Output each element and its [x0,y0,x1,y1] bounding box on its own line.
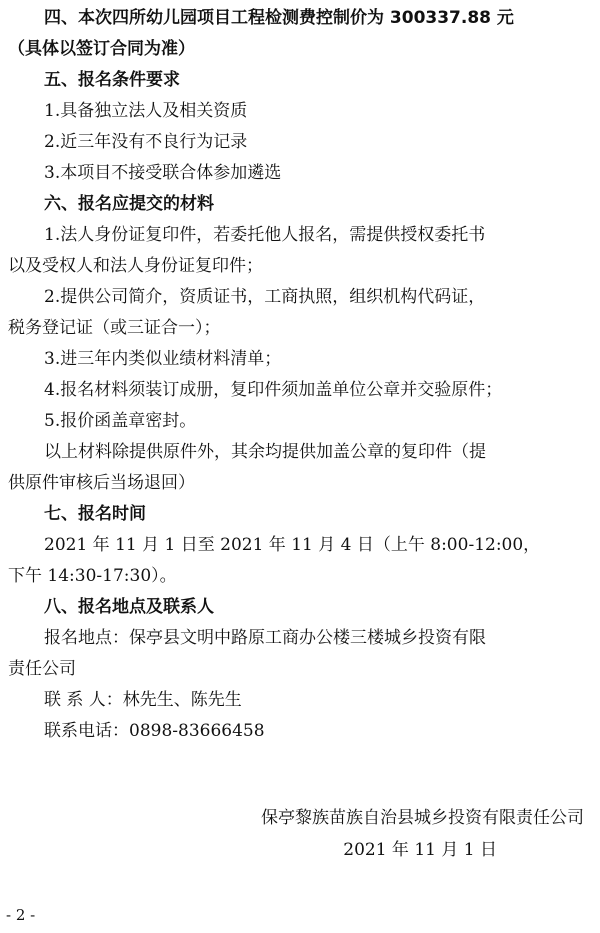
contact-person: 联 系 人：林先生、陈先生 [44,690,242,710]
section-4-note: （具体以签订合同为准） [8,39,195,59]
requirement-item-2: 2.近三年没有不良行为记录 [44,132,248,152]
requirement-item-1: 1.具备独立法人及相关资质 [44,101,248,121]
contact-phone: 联系电话：0898-83666458 [44,721,265,741]
signature-date: 2021 年 11 月 1 日 [343,840,497,860]
material-note: 以上材料除提供原件外，其余均提供加盖公章的复印件（提 [44,442,486,462]
requirement-item-3: 3.本项目不接受联合体参加遴选 [44,163,282,183]
registration-time: 2021 年 11 月 1 日至 2021 年 11 月 4 日（上午 8:00-12:00， [44,535,541,555]
material-note-cont: 供原件审核后当场退回） [8,473,195,493]
material-item-1: 1.法人身份证复印件，若委托他人报名，需提供授权委托书 [44,225,486,245]
material-item-2-cont: 税务登记证（或三证合一）； [8,318,221,338]
registration-address: 报名地点：保亭县文明中路原工商办公楼三楼城乡投资有限 [44,628,486,648]
section-7-heading: 七、报名时间 [44,504,146,524]
section-5-heading: 五、报名条件要求 [44,70,180,90]
material-item-2: 2.提供公司简介，资质证书，工商执照，组织机构代码证， [44,287,486,307]
material-item-5: 5.报价函盖章密封。 [44,411,197,431]
page-number: - 2 - [6,906,36,924]
section-4-price: 四、本次四所幼儿园项目工程检测费控制价为 300337.88 元 [44,8,514,28]
registration-address-cont: 责任公司 [8,659,76,679]
material-item-4: 4.报名材料须装订成册，复印件须加盖单位公章并交验原件； [44,380,503,400]
section-8-heading: 八、报名地点及联系人 [44,597,214,617]
signature-organization: 保亭黎族苗族自治县城乡投资有限责任公司 [261,808,584,828]
registration-time-cont: 下午 14:30-17:30）。 [8,566,177,586]
section-6-heading: 六、报名应提交的材料 [44,194,214,214]
material-item-3: 3.进三年内类似业绩材料清单； [44,349,282,369]
material-item-1-cont: 以及受权人和法人身份证复印件； [8,256,263,276]
